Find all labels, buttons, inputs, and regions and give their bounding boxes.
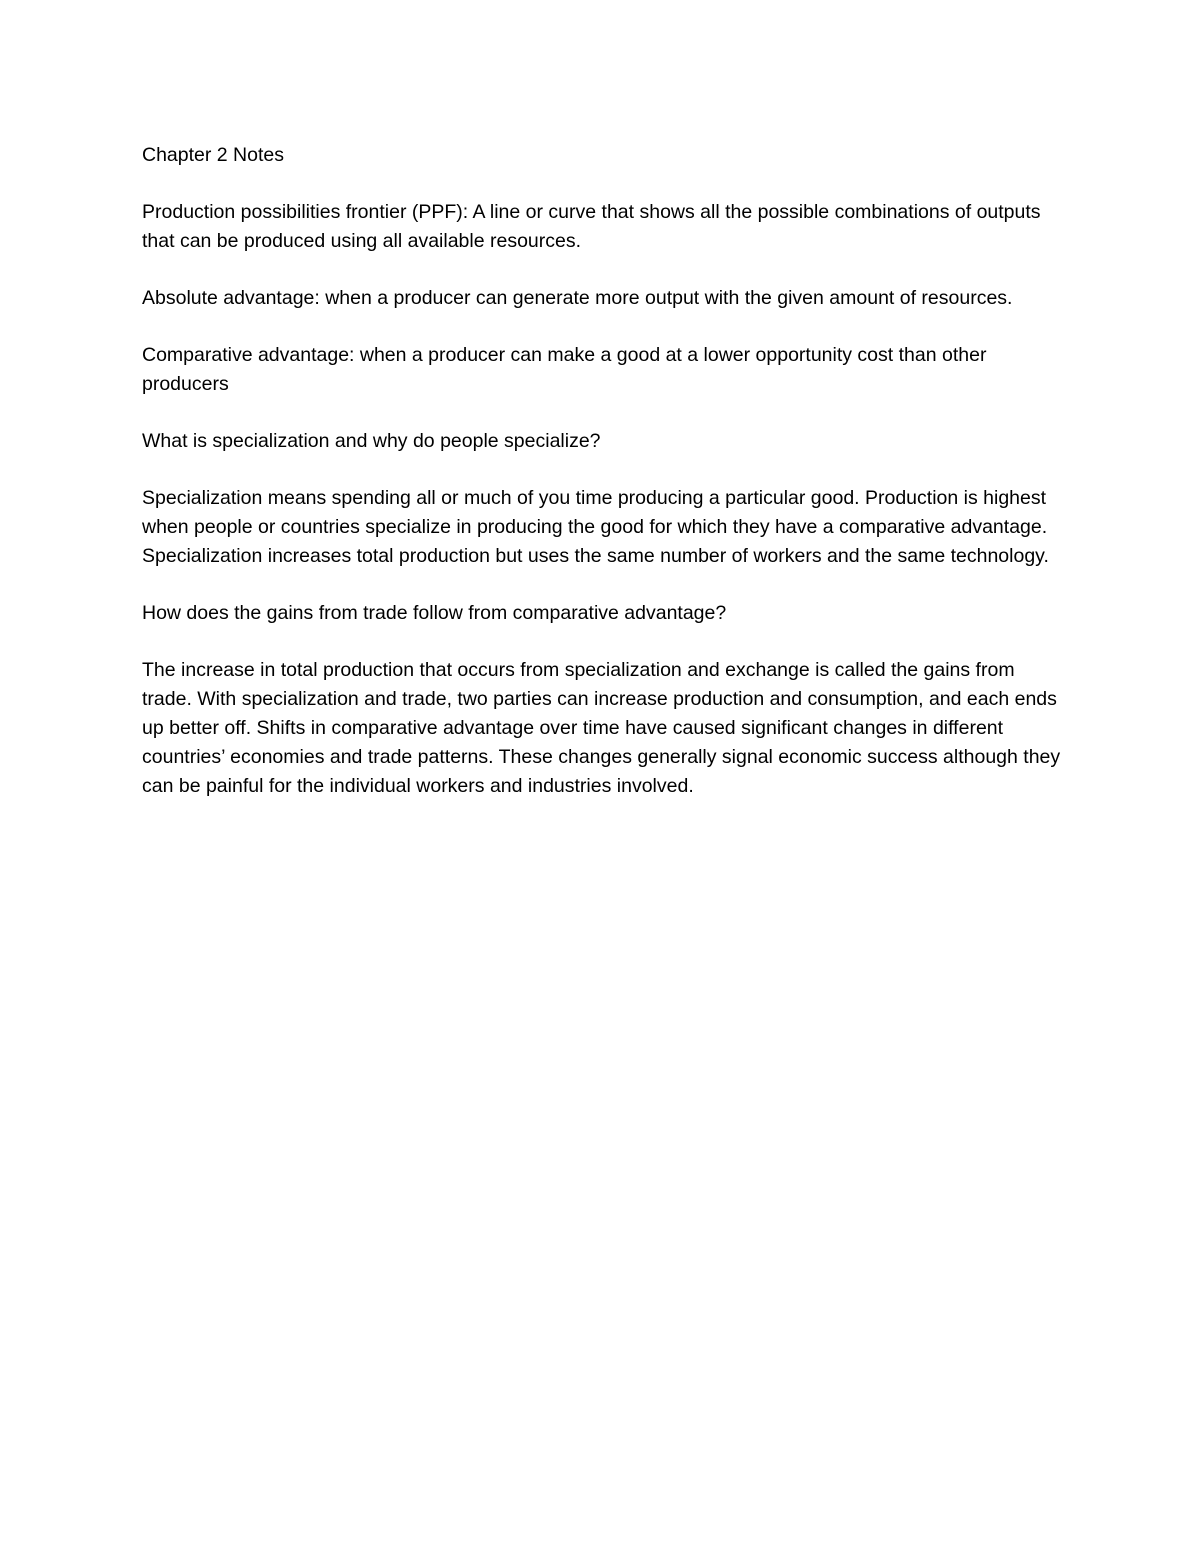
document-title: Chapter 2 Notes	[142, 144, 284, 166]
paragraph-absolute-advantage: Absolute advantage: when a producer can generate more output with the given amount of resources.	[142, 287, 1013, 309]
paragraph-comparative-advantage: Comparative advantage: when a producer can make a good at a lower opportunity cost than other producers	[142, 344, 987, 395]
answer-specialization: Specialization means spending all or much of you time producing a particular good. Production is highest when people or countries specialize in producing the good for which they have a comparative advantage. Specialization increases total production but uses the same number of workers and the same technology.	[142, 487, 1049, 567]
paragraph-ppf-definition: Production possibilities frontier (PPF): A line or curve that shows all the possible combinations of outputs that can be produced using all available resources.	[142, 201, 1041, 252]
document-body	[142, 141, 1062, 829]
question-specialization: What is specialization and why do people specialize?	[142, 430, 601, 452]
answer-gains-from-trade: The increase in total production that occurs from specialization and exchange is called the gains from trade. With specialization and trade, two parties can increase production and consumption, and each ends up better off. Shifts in comparative advantage over time have caused significant changes in different countries’ economies and trade patterns. These changes generally signal economic success although they can be painful for the individual workers and industries involved.	[142, 659, 1061, 797]
question-gains-from-trade: How does the gains from trade follow from comparative advantage?	[142, 602, 727, 624]
